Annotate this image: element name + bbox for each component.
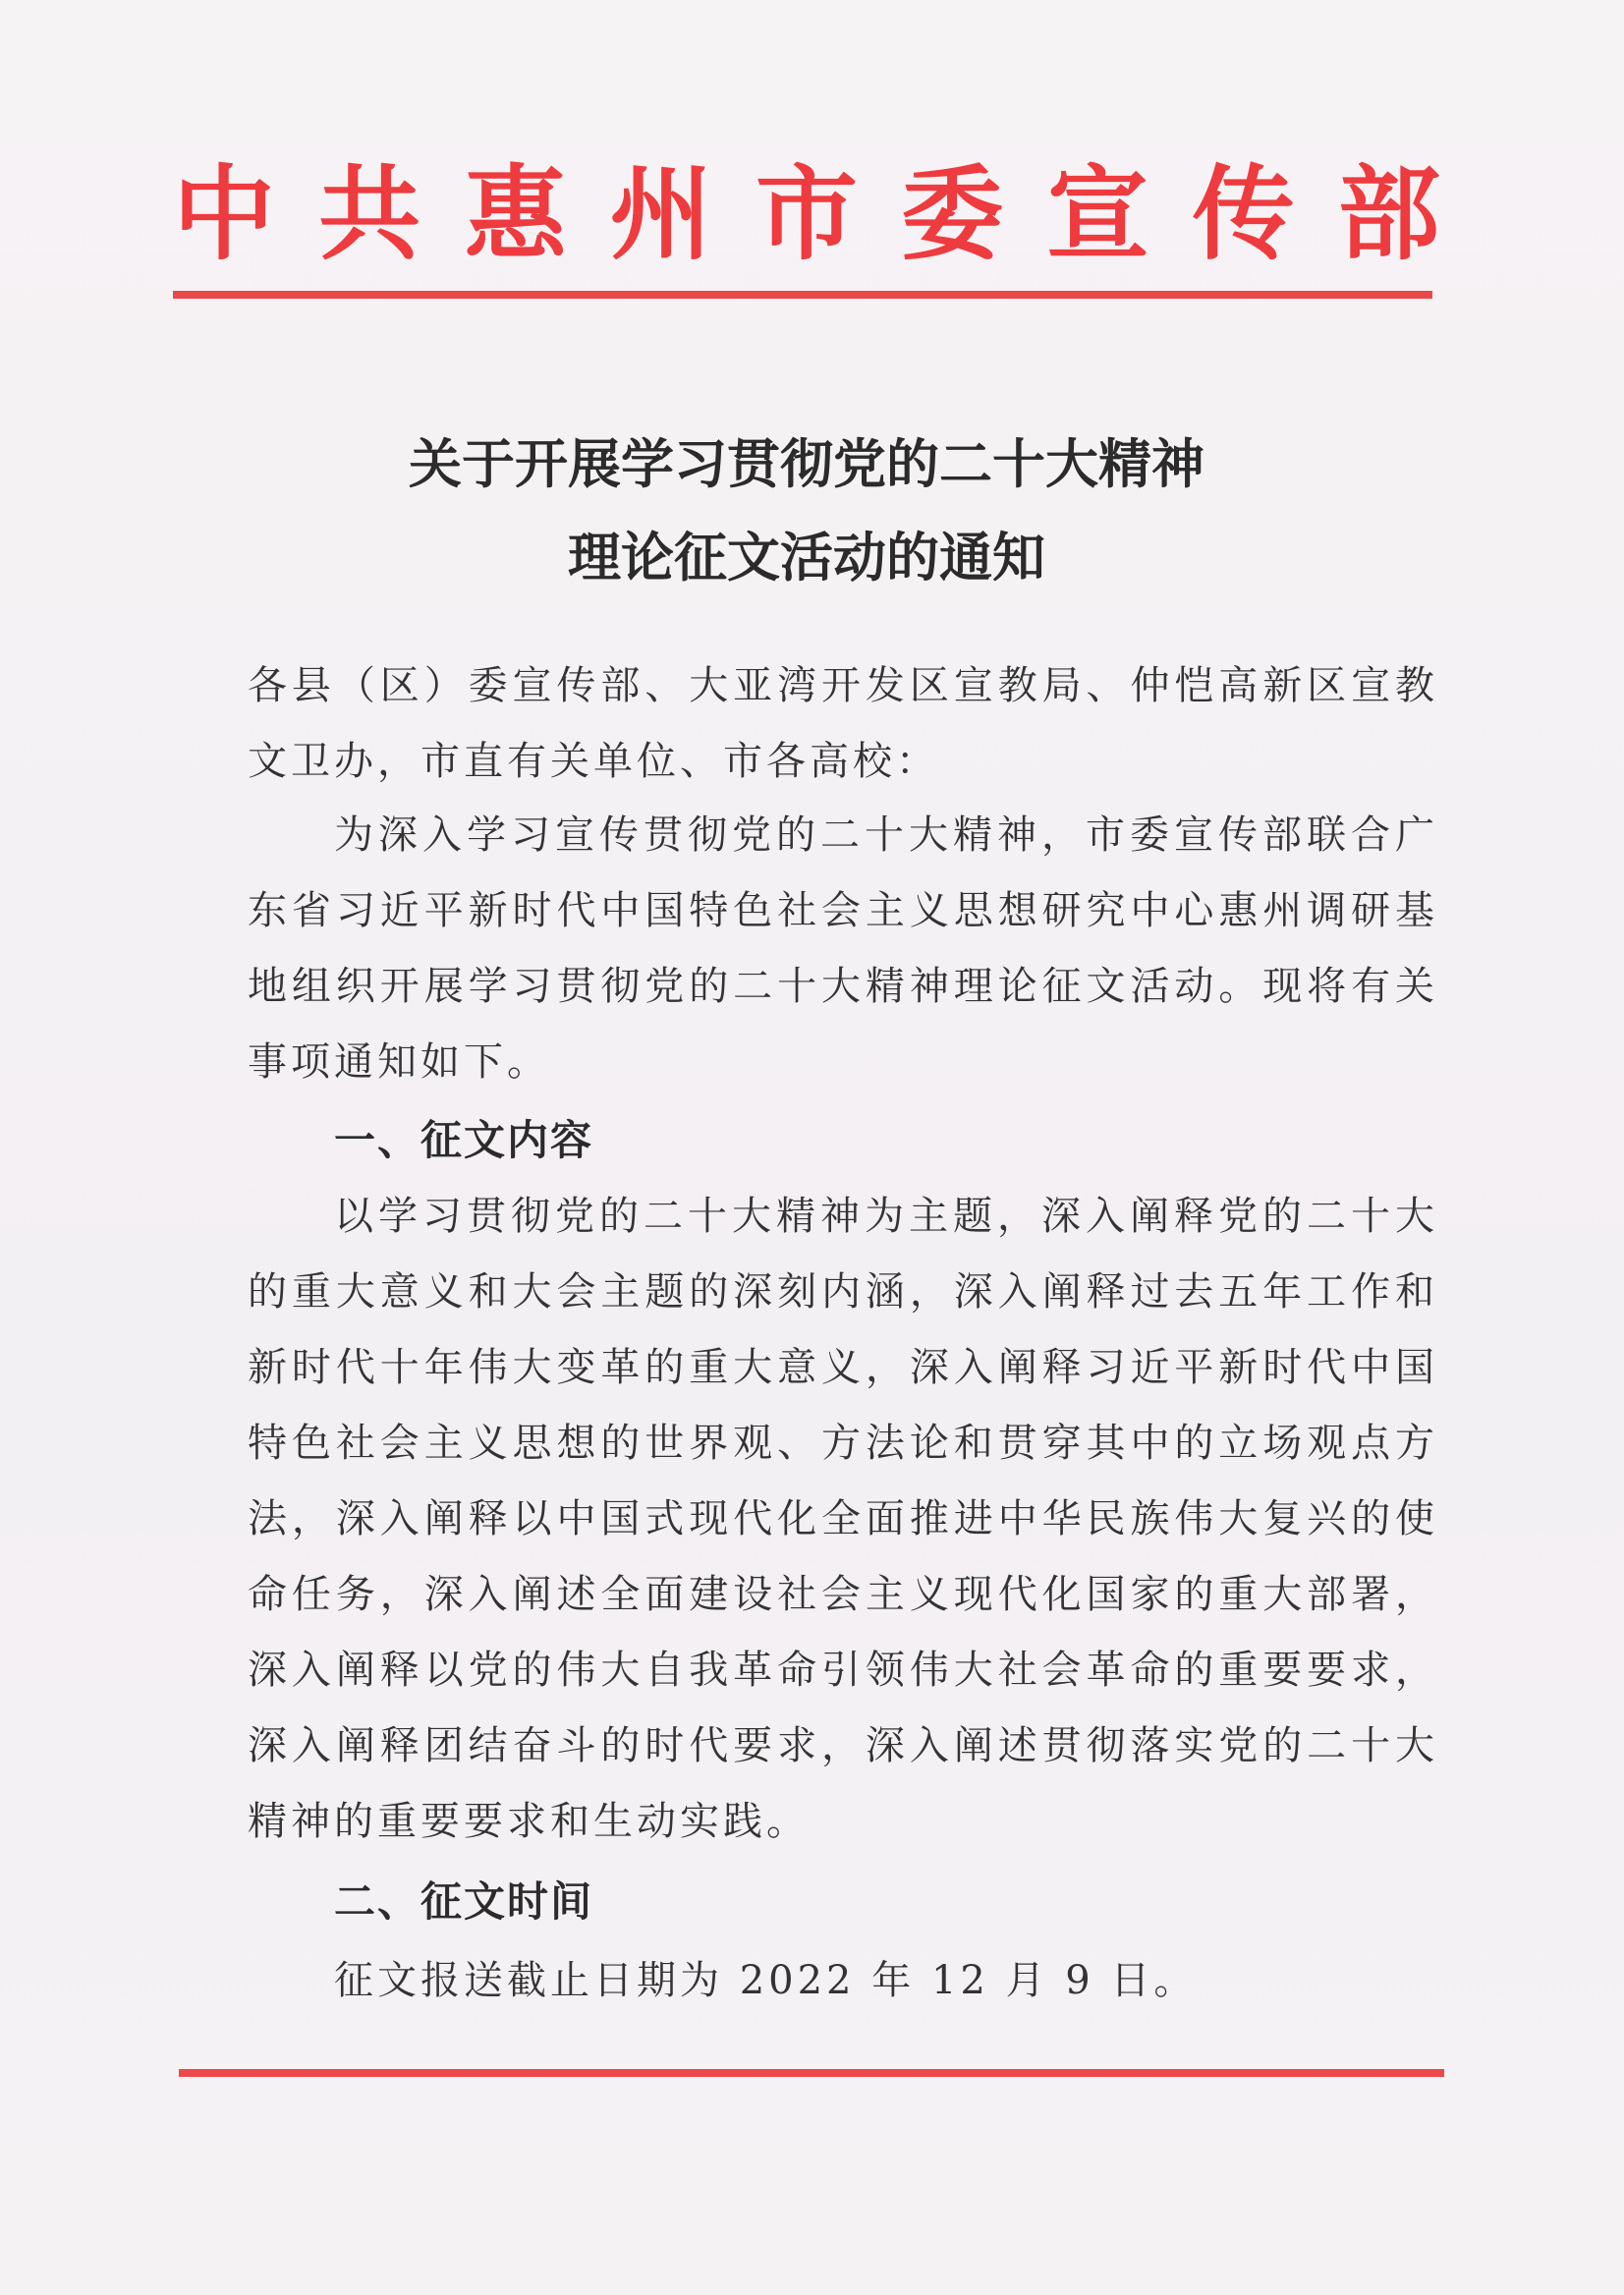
section-heading: 二、征文时间 [334, 1877, 594, 1926]
letterhead-title [173, 145, 1440, 283]
letterhead-char: 委 [901, 153, 1004, 274]
section-paragraph: 征文报送截止日期为 2022 年 12 月 9 日。 [334, 1958, 1198, 2003]
letterhead-char: 传 [1192, 153, 1295, 274]
document-title-line-2: 理论征文活动的通知 [568, 526, 1045, 588]
letterhead-char: 共 [318, 153, 421, 274]
document-title-line-1: 关于开展学习贯彻党的二十大精神 [409, 432, 1204, 495]
intro-paragraph: 为深入学习宣传贯彻党的二十大精神，市委宣传部联合广东省习近平新时代中国特色社会主义思想研究中心惠州调研基地组织开展学习贯彻党的二十大精神理论征文活动。现将有关事项通知如下。 [248, 812, 1438, 1085]
letterhead-char: 部 [1337, 153, 1440, 274]
section-paragraph: 以学习贯彻党的二十大精神为主题，深入阐释党的二十大的重大意义和大会主题的深刻内涵，深入阐释过去五年工作和新时代十年伟大变革的重大意义，深入阐释习近平新时代中国特色社会主义思想的世界观、方法论和贯穿其中的立场观点方法，深入阐释以中国式现代化全面推进中华民族伟大复兴的使命任务，深入阐述全面建设社会主义现代化国家的重大部署，深入阐释以党的伟大自我革命引领伟大社会革命的重要要求，深入阐释团结奋斗的时代要求，深入阐述贯彻落实党的二十大精神的重要要求和生动实践。 [248, 1194, 1438, 1844]
letterhead-char: 市 [755, 153, 858, 274]
section-heading: 一、征文内容 [334, 1116, 594, 1164]
footer-red-rule [179, 2069, 1444, 2077]
addressees-paragraph: 各县（区）委宣传部、大亚湾开发区宣教局、仲恺高新区宣教文卫办，市直有关单位、市各高校： [248, 663, 1438, 784]
letterhead-char: 州 [609, 153, 712, 274]
letterhead-char: 宣 [1046, 153, 1149, 274]
letterhead-char: 惠 [464, 153, 567, 274]
letterhead-char: 中 [173, 153, 276, 274]
letterhead-red-rule [173, 291, 1432, 299]
